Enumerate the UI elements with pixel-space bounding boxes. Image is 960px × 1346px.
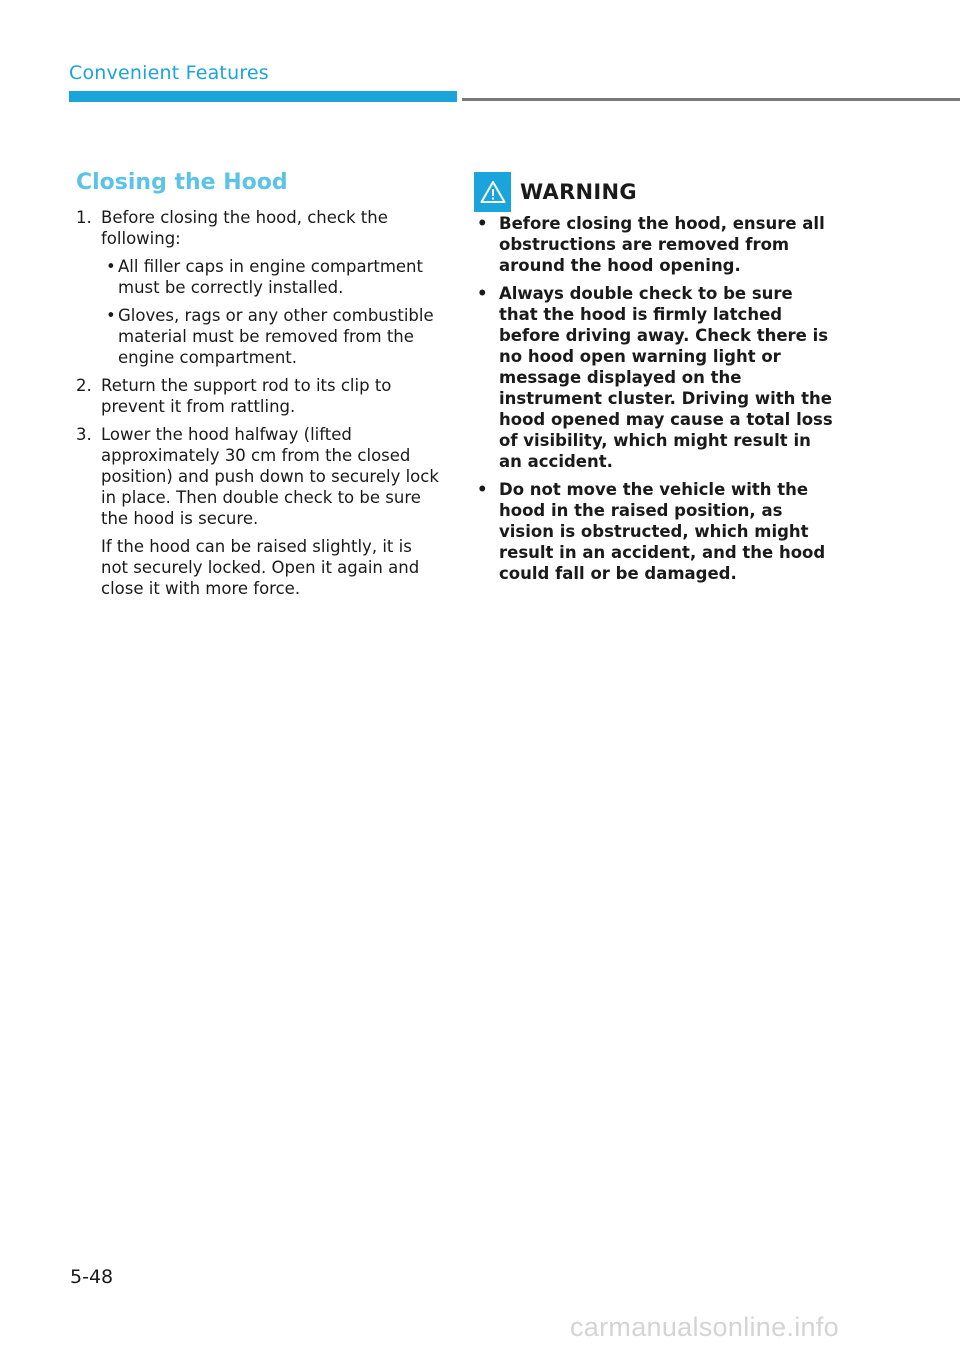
bullet-dot-icon: • [106,306,116,325]
step-2 [74,375,444,417]
step-text: Return the support rod to its clip to prevent it from rattling. [101,376,392,416]
warning-item-text: Before closing the hood, ensure all obstructions are removed from around the hood opening. [499,214,825,275]
checklist-item-text: All filler caps in engine compartment must be correctly installed. [118,257,423,297]
step-3 [74,424,444,599]
header-rule [462,98,960,101]
step-number: 1. [76,208,92,227]
watermark: carmanualsonline.info [570,1312,839,1342]
checklist-item-text: Gloves, rags or any other combustible material must be removed from the engine compartment. [118,306,434,367]
section-heading: Closing the Hood [76,170,288,195]
bullet-dot-icon: • [477,480,488,499]
warning-header [474,172,834,212]
procedure-column [74,172,444,606]
bullet-dot-icon: • [477,214,488,233]
checklist-item [100,256,444,298]
warning-item [474,479,834,584]
bullet-dot-icon: • [106,257,116,276]
step-number: 3. [76,425,92,444]
step-text: Before closing the hood, check the following: [101,208,388,248]
page-number: 5-48 [70,1266,114,1288]
step-number: 2. [76,376,92,395]
warning-list [474,213,834,584]
warning-box [474,172,834,591]
warning-item [474,283,834,472]
checklist-item [100,305,444,368]
step-text: Lower the hood halfway (lifted approximately 30 cm from the closed position) and push down to securely lock in place. Then double check to be sure the hood is secure. [101,425,439,528]
step-note: If the hood can be raised slightly, it is not securely locked. Open it again and close it with more force. [101,537,420,598]
warning-item-text: Do not move the vehicle with the hood in the raised position, as vision is obstructed, which might result in an accident, and the hood could fall or be damaged. [499,480,826,583]
warning-item [474,213,834,276]
bullet-dot-icon: • [477,284,488,303]
header-accent-bar [69,91,457,102]
section-title: Convenient Features [69,62,269,84]
step-1 [74,207,444,249]
warning-item-text: Always double check to be sure that the hood is firmly latched before driving away. Check there is no hood open warning light or message displayed on the instrument cluster. Driving with the hood opened may cause a total loss of visibility, which might result in an accident. [499,284,833,471]
warning-triangle-icon [474,172,511,212]
warning-label: WARNING [520,180,637,204]
